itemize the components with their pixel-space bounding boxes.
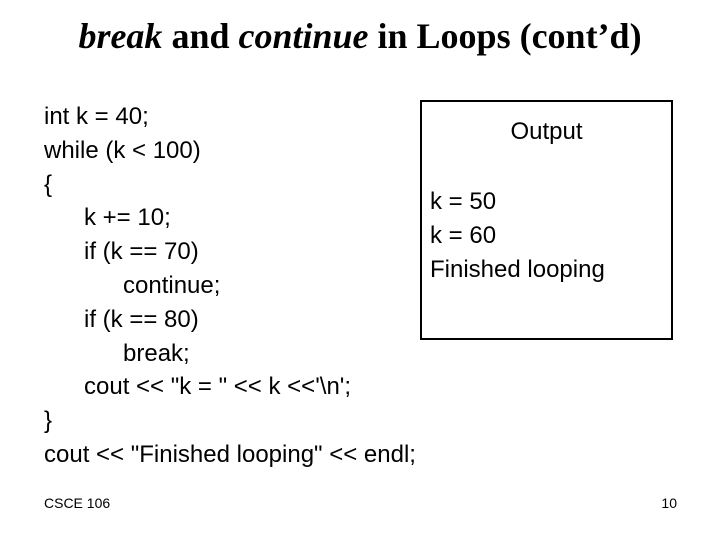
footer-course: CSCE 106 (44, 495, 111, 511)
code-line: break; (123, 339, 190, 367)
code-line: { (44, 170, 53, 198)
output-lines (430, 185, 605, 287)
code-line: if (k == 80) (84, 305, 199, 333)
code-line: if (k == 70) (84, 238, 199, 266)
title-text-and: and (162, 16, 239, 56)
code-block (44, 100, 416, 472)
code-line: k += 10; (84, 204, 171, 232)
code-line: continue; (123, 271, 221, 299)
code-line: } (44, 407, 53, 435)
title-text-rest: in Loops (cont’d) (368, 16, 642, 56)
code-line: int k = 40; (44, 103, 149, 130)
title-keyword-break: break (78, 16, 163, 56)
footer-page-number: 10 (661, 495, 677, 511)
code-line: cout << "k = " << k <<'\n'; (84, 373, 352, 401)
code-line: cout << "Finished looping" << endl; (44, 440, 416, 468)
output-line: k = 60 (430, 222, 497, 249)
slide-title (0, 14, 720, 58)
output-line: Finished looping (430, 256, 605, 283)
output-box (420, 100, 673, 340)
title-keyword-continue: continue (238, 16, 369, 56)
output-line: k = 50 (430, 188, 497, 215)
code-line: while (k < 100) (44, 136, 201, 164)
output-title: Output (510, 118, 583, 145)
